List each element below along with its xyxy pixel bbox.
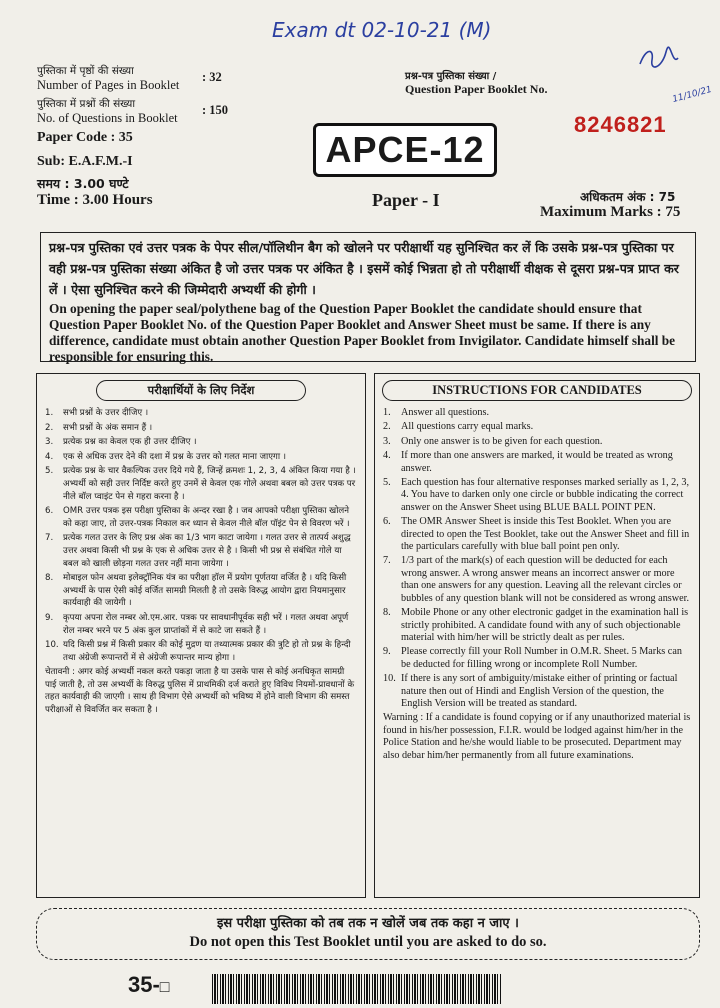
instruction-hi-item bbox=[45, 436, 359, 449]
do-not-open-en: Do not open this Test Booklet until you are asked to do so. bbox=[189, 934, 547, 950]
instruction-en-item bbox=[383, 436, 693, 448]
pages-label-en: Number of Pages in Booklet bbox=[37, 78, 180, 92]
instruction-en-item-number: 5. bbox=[383, 477, 391, 489]
instruction-en-item-number: 2. bbox=[383, 421, 391, 433]
warning-hi: चेतावनी : अगर कोई अभ्यर्थी नकल करते पकड़ा जाता है या उसके पास से कोई अनधिकृत सामग्री पाई जाती है, तो उस अभ्यर्थी के विरुद्ध पुलिस में प्राथमिकी दर्ज कराते हुए विविध नियमों-प्रावधानों के तहत कार्यवाही की जाएगी । साथ ही विभाग ऐसे अभ्यर्थी को भविष्य में होने वाली विभाग की समस्त परीक्षाओं से विवर्जित कर सकता है । bbox=[45, 667, 355, 716]
instruction-hi-item bbox=[45, 422, 359, 435]
instruction-hi-item bbox=[45, 451, 359, 464]
instruction-en-item bbox=[383, 673, 693, 710]
series-box: □ bbox=[159, 979, 170, 996]
english-instructions bbox=[374, 373, 700, 898]
instruction-en-item-number: 8. bbox=[383, 607, 391, 619]
instruction-hi-item-text: प्रत्येक गलत उत्तर के लिए प्रश्न अंक का 1/3 भाग काटा जायेगा । गलत उत्तर से तात्पर्य अशुद्ध उत्तर अथवा किसी भी प्रश्न के एक से अधिक उत्तर से है । किसी भी प्रश्न से संबंधित गोले या बबल को खाली छोड़ना गलत उत्तर नहीं माना जायेगा । bbox=[63, 533, 351, 569]
booklet-meta bbox=[37, 64, 277, 207]
booklet-label-en: Question Paper Booklet No. bbox=[405, 82, 548, 96]
instruction-hi-item-text: प्रत्येक प्रश्न के चार वैकल्पिक उत्तर दिये गये हैं, जिन्हें क्रमशः 1, 2, 3, 4 अंकित किया गया है । अभ्यर्थी को सही उत्तर निर्दिष्ट करते हुए उनमें से केवल एक गोले अथवा बबल को उत्तर पत्रक पर नीले बॉल प्वाइंट पेन से गहरा करना है । bbox=[63, 466, 356, 502]
instruction-en-item-text: Answer all questions. bbox=[401, 407, 489, 418]
hindi-instructions-heading: परीक्षार्थियों के लिए निर्देश bbox=[96, 380, 306, 401]
warning-en: Warning : If a candidate is found copying or if any unauthorized material is found in his/her possession, F.I.R. would be lodged against him/her in the Police Station and he/she would liable to be prosecuted. Department may also debar him/her permanently from all future examinations. bbox=[383, 712, 691, 761]
instruction-en-item-number: 1. bbox=[383, 407, 391, 418]
instruction-en-item-text: If there is any sort of ambiguity/mistake either of printing or factual nature then out of Hindi and English Version of the question, the English Version will be treated as standard. bbox=[401, 673, 678, 709]
instruction-hi-item-number: 9. bbox=[45, 612, 54, 623]
signature bbox=[636, 44, 680, 74]
instruction-en-item-text: Please correctly fill your Roll Number in O.M.R. Sheet. 5 Marks can be deducted for filling wrong or incomplete Roll Number. bbox=[401, 646, 682, 670]
instruction-en-item-number: 9. bbox=[383, 646, 391, 658]
pages-label-hi: पुस्तिका में पृष्ठों की संख्या bbox=[37, 65, 134, 77]
notice-box bbox=[40, 232, 696, 362]
instruction-en-item-text: Each question has four alternative responses marked serially as 1, 2, 3, 4. You have to darken only one circle or bubble indicating the correct answer on the Answer Sheet using BLUE BALL POINT PEN. bbox=[401, 477, 689, 513]
instruction-en-item bbox=[383, 555, 693, 605]
instruction-en-item-number: 7. bbox=[383, 555, 391, 567]
do-not-open-hi: इस परीक्षा पुस्तिका को तब तक न खोलें जब तक कहा न जाए । bbox=[216, 916, 519, 931]
do-not-open-box bbox=[36, 908, 700, 960]
instruction-hi-item-number: 7. bbox=[45, 533, 54, 544]
instruction-hi-item bbox=[45, 465, 359, 503]
hindi-instructions bbox=[36, 373, 366, 898]
pages-value: : 32 bbox=[202, 70, 222, 84]
handwritten-exam-date: Exam dt 02-10-21 (M) bbox=[272, 18, 492, 42]
time-en: Time : 3.00 Hours bbox=[37, 192, 153, 208]
instruction-hi-item bbox=[45, 639, 359, 664]
questions-label-en: No. of Questions in Booklet bbox=[37, 111, 178, 125]
instruction-hi-item-text: सभी प्रश्नों के उत्तर दीजिए । bbox=[63, 408, 149, 418]
instruction-en-item-text: All questions carry equal marks. bbox=[401, 421, 534, 433]
max-marks-en: Maximum Marks : 75 bbox=[540, 204, 681, 220]
series-label: 35- bbox=[128, 972, 160, 997]
instruction-en-item bbox=[383, 516, 693, 553]
instruction-hi-item-text: यदि किसी प्रश्न में किसी प्रकार की कोई मुद्रण या तथ्यात्मक प्रकार की त्रुटि हो तो प्रश्न के हिन्दी तथा अंग्रेजी रूपान्तरों में से अंग्रेजी रूपान्तर मान्य होगा । bbox=[63, 640, 351, 663]
instruction-hi-item-number: 1. bbox=[45, 408, 54, 418]
instruction-en-item-text: 1/3 part of the mark(s) of each question will be deducted for each wrong answer. A wrong answer means an incorrect answer or more than one answers for any question. Leaving all the relevant circles or bubbles of any question blank will not be considered as wrong answer. bbox=[401, 555, 690, 604]
instruction-hi-item-text: एक से अधिक उत्तर देने की दशा में प्रश्न के उत्तर को गलत माना जाएगा । bbox=[63, 451, 287, 462]
instruction-en-item-text: Mobile Phone or any other electronic gadget in the examination hall is strictly prohibited. A candidate found with any of such objectionable material with him/her will be strictly dealt as per rules. bbox=[401, 607, 689, 643]
booklet-label-hi: प्रश्न-पत्र पुस्तिका संख्या / bbox=[405, 71, 497, 82]
instruction-hi-item-number: 5. bbox=[45, 466, 54, 477]
instruction-en-item-text: The OMR Answer Sheet is inside this Test Booklet. When you are directed to open the Test Booklet, take out the Answer Sheet and fill in the particulars carefully with blue ball point pen only. bbox=[401, 516, 690, 553]
instruction-hi-item-number: 10. bbox=[45, 640, 59, 651]
instruction-en-item bbox=[383, 421, 693, 433]
instruction-hi-item-text: सभी प्रश्नों के अंक समान हैं । bbox=[63, 422, 153, 433]
subject: Sub: E.A.F.M.-I bbox=[37, 154, 133, 169]
instruction-hi-item-number: 2. bbox=[45, 422, 54, 433]
barcode bbox=[212, 974, 502, 1004]
instruction-hi-item bbox=[45, 532, 359, 570]
english-instructions-heading: INSTRUCTIONS FOR CANDIDATES bbox=[382, 380, 692, 401]
time-hi: समय : 3.00 घण्टे bbox=[37, 176, 129, 191]
instruction-hi-item bbox=[45, 572, 359, 610]
instruction-en-item-number: 3. bbox=[383, 435, 391, 447]
notice-hi: प्रश्न-पत्र पुस्तिका एवं उत्तर पत्रक के पेपर सील/पॉलिथीन बैग को खोलने पर परीक्षार्थी यह सुनिश्चित कर लें कि उसके प्रश्न-पत्र पुस्तिका पर वही प्रश्न-पत्र पुस्तिका संख्या अंकित है जो उत्तर पत्रक पर अंकित है । इसमें कोई भिन्नता हो तो परीक्षार्थी वीक्षक से दूसरा प्रश्न-पत्र प्राप्त कर लें । ऐसा सुनिश्चित करने की जिम्मेदारी अभ्यर्थी की होगी । bbox=[49, 240, 679, 297]
handwritten-date-note: 11/10/21 bbox=[671, 84, 714, 106]
series-code bbox=[128, 972, 169, 998]
max-marks-hi: अधिकतम अंक : 75 bbox=[580, 190, 676, 204]
instruction-en-item-number: 10. bbox=[383, 673, 396, 685]
instruction-en-item bbox=[383, 450, 693, 475]
instruction-hi-item bbox=[45, 505, 359, 530]
booklet-number: 8246821 bbox=[574, 112, 667, 137]
instruction-en-item bbox=[383, 477, 693, 514]
instruction-hi-item-number: 4. bbox=[45, 451, 54, 462]
notice-en: On opening the paper seal/polythene bag of the Question Paper Booklet the candidate should ensure that Question Paper Booklet No. of the Question Paper Booklet and Answer Sheet must be same. If there is any difference, candidate must obtain another Question Paper Booklet from Invigilator. Candidate himself shall be responsible for ensuring this. bbox=[49, 301, 676, 364]
instruction-hi-item-number: 6. bbox=[45, 506, 54, 517]
instruction-en-item-number: 6. bbox=[383, 516, 391, 528]
instruction-en-item-text: Only one answer is to be given for each question. bbox=[401, 435, 603, 447]
instruction-hi-item-number: 8. bbox=[45, 573, 54, 584]
instruction-hi-item-text: OMR उत्तर पत्रक इस परीक्षा पुस्तिका के अन्दर रखा है । जब आपको परीक्षा पुस्तिका खोलने को कहा जाए, तो उत्तर-पत्रक निकाल कर ध्यान से केवल नीले बॉल पॉइंट पेन से विवरण भरें । bbox=[63, 506, 350, 529]
instruction-en-item-number: 4. bbox=[383, 450, 391, 462]
instruction-hi-item bbox=[45, 612, 359, 637]
instruction-hi-item-text: मोबाइल फोन अथवा इलेक्ट्रॉनिक यंत्र का परीक्षा हॉल में प्रयोग पूर्णतया वर्जित है । यदि किसी अभ्यर्थी के पास ऐसी कोई वर्जित सामग्री मिलती है तो उसके विरुद्ध आयोग द्वारा नियमानुसार कार्यवाही की जायेगी । bbox=[63, 573, 347, 609]
instruction-hi-item-number: 3. bbox=[45, 437, 54, 448]
questions-value: : 150 bbox=[202, 103, 229, 117]
instruction-hi-item bbox=[45, 407, 359, 420]
instruction-hi-item-text: कृपया अपना रोल नम्बर ओ.एम.आर. पत्रक पर सावधानीपूर्वक सही भरें । गलत अथवा अपूर्ण रोल नम्बर भरने पर 5 अंक कुल प्राप्तांकों में से काटे जा सकते हैं । bbox=[63, 612, 349, 636]
instruction-en-item bbox=[383, 407, 693, 419]
questions-label-hi: पुस्तिका में प्रश्नों की संख्या bbox=[37, 98, 136, 110]
paper-code: Paper Code : 35 bbox=[37, 130, 133, 145]
instruction-en-item bbox=[383, 607, 693, 644]
instruction-en-item-text: If more than one answers are marked, it would be treated as wrong answer. bbox=[401, 450, 673, 474]
paper-label: Paper - I bbox=[372, 190, 440, 210]
instruction-hi-item-text: प्रत्येक प्रश्न का केवल एक ही उत्तर दीजिए । bbox=[63, 437, 197, 448]
paper-code-title: APCE-12 bbox=[313, 123, 497, 177]
instruction-en-item bbox=[383, 646, 693, 671]
